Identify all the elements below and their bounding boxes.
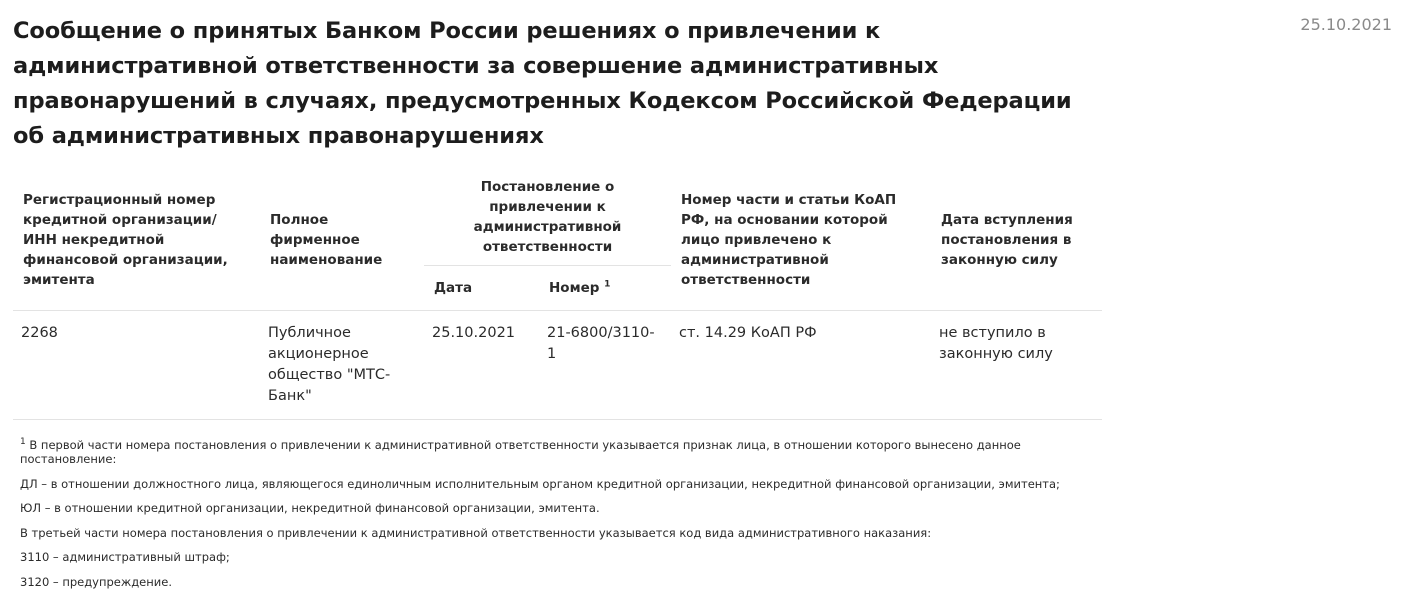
- cell-reg-number: 2268: [13, 311, 260, 420]
- cell-effective-date: не вступило в законную силу: [931, 311, 1102, 420]
- footnote-line: 3120 – предупреждение.: [20, 574, 172, 589]
- footnote-ref[interactable]: 1: [604, 279, 611, 290]
- cell-koap-article: ст. 14.29 КоАП РФ: [671, 311, 931, 420]
- column-header-koap-article: Номер части и статьи КоАП РФ, на основании которой лицо привлечено к административной ответственности: [671, 169, 931, 311]
- footnotes: [20, 438, 1120, 592]
- footnote-mark: 1: [20, 437, 26, 448]
- decisions-table: [13, 169, 1102, 420]
- footnote-line: [20, 438, 1120, 466]
- cell-resolution-number: 21-6800/3110-1: [539, 311, 671, 420]
- column-header-reg-number: Регистрационный номер кредитной организации/ИНН некредитной финансовой организации, эмитента: [13, 169, 260, 311]
- page-title: Сообщение о принятых Банком России решениях о привлечении к административной ответственности за совершение административных правонарушений в случаях, предусмотренных Кодексом Российской Федерации об административных правонарушениях: [13, 18, 1072, 149]
- column-header-resolution: Постановление о привлечении к административной ответственности: [424, 169, 671, 266]
- column-header-full-name: Полное фирменное наименование: [260, 169, 424, 311]
- footnote-line: ЮЛ – в отношении кредитной организации, некредитной финансовой организации, эмитента.: [20, 501, 600, 515]
- table-header-row: [13, 169, 1102, 266]
- column-header-effective-date: Дата вступления постановления в законную силу: [931, 169, 1102, 311]
- footnote-line: ДЛ – в отношении должностного лица, являющегося единоличным исполнительным органом кредитной организации, некредитной финансовой организации, эмитента;: [20, 476, 1060, 491]
- table-row: [13, 311, 1102, 420]
- footnote-line: В третьей части номера постановления о привлечении к административной ответственности указывается код вида административного наказания:: [20, 525, 932, 540]
- cell-resolution-date: 25.10.2021: [424, 311, 539, 420]
- cell-full-name: Публичное акционерное общество "МТС-Банк": [260, 311, 424, 420]
- resolution-number-label: Номер: [549, 280, 600, 296]
- column-header-resolution-number: [539, 266, 671, 311]
- footnote-line: 3110 – административный штраф;: [20, 550, 230, 564]
- publication-date: 25.10.2021: [1300, 15, 1392, 34]
- column-header-resolution-date: Дата: [424, 266, 539, 311]
- footnote-text: В первой части номера постановления о привлечении к административной ответственности указывается признак лица, в отношении которого вынесено данное постановление:: [20, 438, 1021, 466]
